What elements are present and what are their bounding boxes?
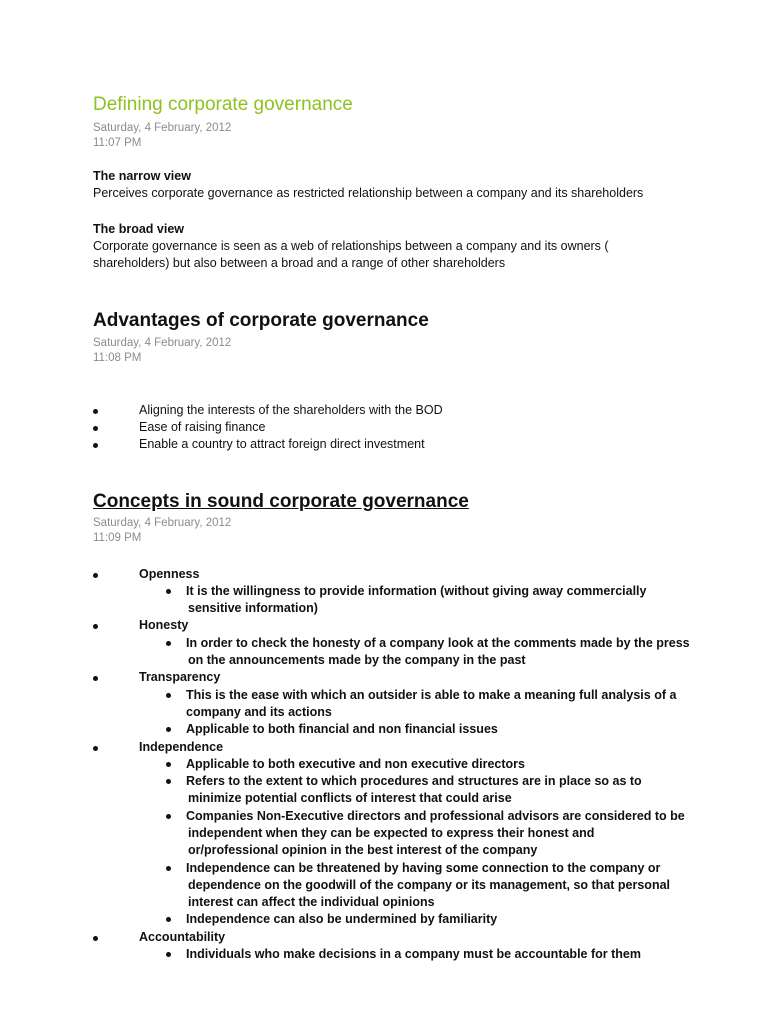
bullet-icon [93,443,98,448]
concept-point [186,721,498,738]
list-item-text: Enable a country to attract foreign direct investment [139,437,425,451]
bullet-icon [166,727,171,732]
point-line: In order to check the honesty of a company look at the comments made by the press [186,636,690,650]
concept-point [186,756,525,773]
list-item-text: Aligning the interests of the shareholders with the BOD [139,403,443,417]
section-title-concepts: Concepts in sound corporate governance [93,491,469,512]
timestamp-time: 11:07 PM [93,137,142,149]
point-line: It is the willingness to provide information (without giving away commercially [186,584,647,598]
bullet-icon [93,746,98,751]
section-timestamp [93,121,231,151]
timestamp-date: Saturday, 4 February, 2012 [93,337,232,349]
bullet-icon [93,426,98,431]
concept-point [186,946,641,963]
bullet-icon [93,936,98,941]
point-line: on the announcements made by the company in the past [188,653,526,667]
narrow-view-heading: The narrow view [93,169,191,183]
section-timestamp [93,336,231,366]
bullet-icon [166,641,171,646]
list-item-text: Ease of raising finance [139,420,266,434]
section-title-defining: Defining corporate governance [93,94,353,115]
timestamp-time: 11:08 PM [93,352,142,364]
bullet-icon [93,624,98,629]
timestamp-date: Saturday, 4 February, 2012 [93,517,232,529]
concept-point [186,773,642,807]
concept-point [186,635,690,669]
point-line: or/professional opinion in the best interest of the company [188,843,538,857]
concept-point [186,911,497,928]
concept-point [186,808,685,859]
bullet-icon [166,952,171,957]
concept-name: Honesty [139,618,189,632]
concept-name: Accountability [139,930,226,944]
point-line: Independence can be threatened by having some connection to the company or [186,861,661,875]
point-line: Refers to the extent to which procedures and structures are in place so as to [186,774,642,788]
list-item [139,402,443,419]
point-line: interest can affect the individual opinions [188,895,435,909]
point-line: Applicable to both executive and non executive directors [186,757,525,771]
concept-point [186,687,676,721]
bullet-icon [166,589,171,594]
timestamp-time: 11:09 PM [93,532,142,544]
timestamp-date: Saturday, 4 February, 2012 [93,122,232,134]
point-line: Companies Non-Executive directors and professional advisors are considered to be [186,809,685,823]
list-item [139,436,425,453]
concept-name: Openness [139,567,200,581]
point-line: This is the ease with which an outsider is able to make a meaning full analysis of a [186,688,677,702]
broad-view-text: Corporate governance is seen as a web of relationships between a company and its owners ( shareholders) but also between a broad and a range of other shareholders [93,239,609,270]
point-line: dependence on the goodwill of the company or its management, so that personal [188,878,671,892]
list-item [139,419,265,436]
concept-item [139,669,220,686]
bullet-icon [166,693,171,698]
concept-item [139,566,199,583]
bullet-icon [166,779,171,784]
section-title-advantages: Advantages of corporate governance [93,310,429,331]
point-line: company and its actions [186,705,332,719]
bullet-icon [166,762,171,767]
point-line: sensitive information) [188,601,318,615]
concept-item [139,739,223,756]
point-line: Applicable to both financial and non financial issues [186,722,498,736]
bullet-icon [166,866,171,871]
concept-item [139,929,225,946]
concept-point [186,860,670,911]
bullet-icon [166,917,171,922]
concept-name: Transparency [139,670,221,684]
point-line: independent when they can be expected to express their honest and [188,826,595,840]
broad-view-heading: The broad view [93,222,184,236]
section-timestamp [93,516,231,546]
point-line: minimize potential conflicts of interest that could arise [188,791,512,805]
bullet-icon [93,676,98,681]
point-line: Independence can also be undermined by familiarity [186,912,498,926]
bullet-icon [93,573,98,578]
concept-item [139,617,188,634]
bullet-icon [93,409,98,414]
bullet-icon [166,814,171,819]
point-line: Individuals who make decisions in a company must be accountable for them [186,947,641,961]
concept-name: Independence [139,740,224,754]
concept-point [186,583,647,617]
narrow-view-text: Perceives corporate governance as restricted relationship between a company and its shareholders [93,186,644,200]
